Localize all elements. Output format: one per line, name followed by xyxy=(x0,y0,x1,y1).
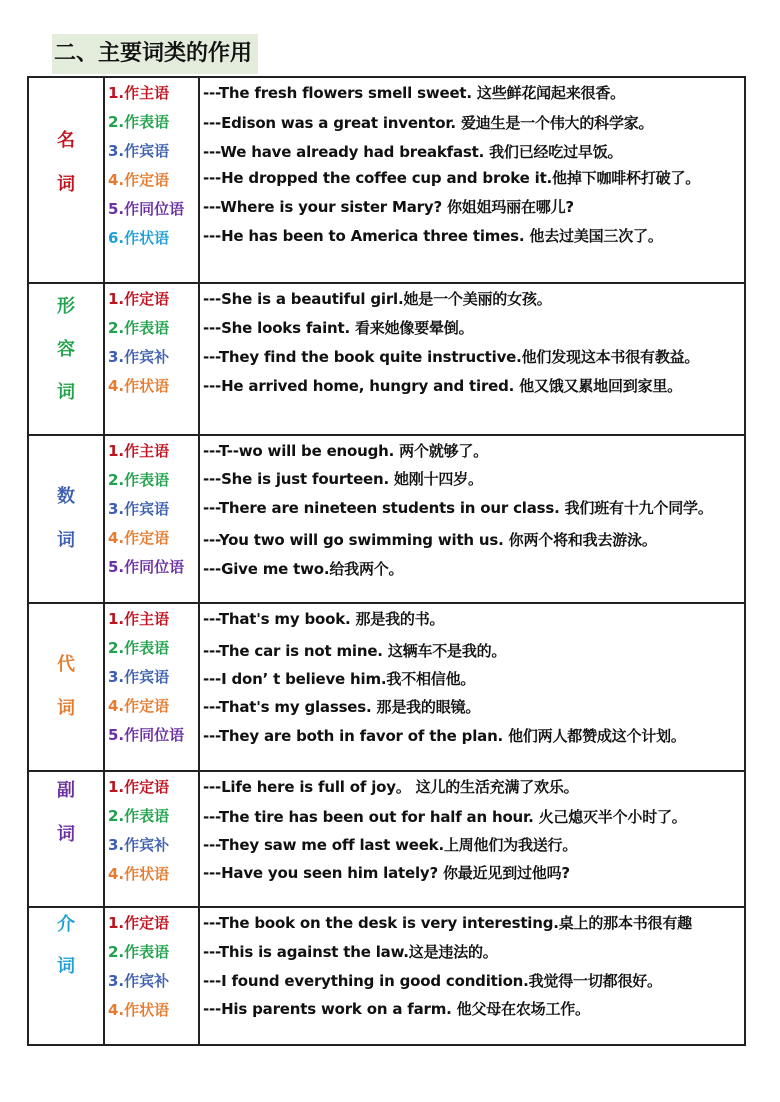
part-of-speech-label xyxy=(29,772,103,846)
part-of-speech-char: 副 xyxy=(57,780,75,801)
function-label: 4.作状语 xyxy=(108,1001,170,1019)
example-sentence: ---They find the book quite instructive.他们发现这本书很有教益。 xyxy=(203,348,700,366)
example-sentence: ---She looks faint. 看来她像要晕倒。 xyxy=(203,319,474,337)
function-label: 5.作同位语 xyxy=(108,200,185,218)
part-of-speech-label xyxy=(29,908,103,978)
examples-cell xyxy=(199,771,745,907)
function-label: 4.作定语 xyxy=(108,697,170,715)
example-sentence: ---His parents work on a farm. 他父母在农场工作。 xyxy=(203,1000,590,1018)
function-label: 3.作宾语 xyxy=(108,668,170,686)
function-label: 5.作同位语 xyxy=(108,726,185,744)
example-sentence: ---The fresh flowers smell sweet. 这些鲜花闻起来很香。 xyxy=(203,84,625,102)
function-label: 2.作表语 xyxy=(108,943,170,961)
examples-cell xyxy=(199,603,745,771)
example-sentence: ---He dropped the coffee cup and broke it.他掉下咖啡杯打破了。 xyxy=(203,169,701,187)
example-sentence: ---That's my glasses. 那是我的眼镜。 xyxy=(203,698,481,716)
example-sentence: ---Where is your sister Mary? 你姐姐玛丽在哪儿? xyxy=(203,198,574,216)
function-cell xyxy=(104,435,199,603)
function-cell xyxy=(104,907,199,1045)
function-label: 4.作定语 xyxy=(108,171,170,189)
part-of-speech-cell xyxy=(28,77,104,283)
function-label: 1.作主语 xyxy=(108,84,170,102)
example-sentence: ---She is just fourteen. 她刚十四岁。 xyxy=(203,470,483,488)
examples-cell xyxy=(199,77,745,283)
section-row xyxy=(28,435,745,603)
part-of-speech-char: 词 xyxy=(57,174,75,195)
example-sentence: ---The car is not mine. 这辆车不是我的。 xyxy=(203,642,507,660)
function-label: 1.作定语 xyxy=(108,290,170,308)
function-label: 4.作状语 xyxy=(108,377,170,395)
function-label: 2.作表语 xyxy=(108,319,170,337)
example-sentence: ---I don’ t believe him.我不相信他。 xyxy=(203,670,476,688)
part-of-speech-char: 介 xyxy=(57,914,75,935)
function-label: 2.作表语 xyxy=(108,113,170,131)
function-label: 3.作宾语 xyxy=(108,142,170,160)
part-of-speech-char: 代 xyxy=(57,654,75,675)
examples-cell xyxy=(199,907,745,1045)
part-of-speech-char: 词 xyxy=(57,530,75,551)
function-label: 5.作同位语 xyxy=(108,558,185,576)
function-label: 1.作主语 xyxy=(108,610,170,628)
function-label: 3.作宾语 xyxy=(108,500,170,518)
example-sentence: ---He arrived home, hungry and tired. 他又饿又累地回到家里。 xyxy=(203,377,682,395)
example-sentence: ---That's my book. 那是我的书。 xyxy=(203,610,445,628)
part-of-speech-cell xyxy=(28,283,104,435)
part-of-speech-char: 词 xyxy=(57,698,75,719)
function-label: 4.作定语 xyxy=(108,529,170,547)
example-sentence: ---He has been to America three times. 他去过美国三次了。 xyxy=(203,227,663,245)
function-label: 1.作定语 xyxy=(108,914,170,932)
function-label: 6.作状语 xyxy=(108,229,170,247)
part-of-speech-char: 词 xyxy=(57,956,75,977)
function-cell xyxy=(104,771,199,907)
example-sentence: ---Life here is full of joy。 这儿的生活充满了欢乐。 xyxy=(203,778,579,796)
function-cell xyxy=(104,77,199,283)
example-sentence: ---You two will go swimming with us. 你两个将和我去游泳。 xyxy=(203,531,657,549)
part-of-speech-cell xyxy=(28,435,104,603)
part-of-speech-char: 词 xyxy=(57,382,75,403)
part-of-speech-label xyxy=(29,604,103,720)
section-row xyxy=(28,77,745,283)
example-sentence: ---I found everything in good condition.我觉得一切都很好。 xyxy=(203,972,662,990)
example-sentence: ---They saw me off last week.上周他们为我送行。 xyxy=(203,836,578,854)
example-sentence: ---The book on the desk is very interesting.桌上的那本书很有趣 xyxy=(203,914,692,932)
function-label: 2.作表语 xyxy=(108,807,170,825)
examples-cell xyxy=(199,435,745,603)
part-of-speech-cell xyxy=(28,907,104,1045)
part-of-speech-cell xyxy=(28,603,104,771)
page-title: 二、主要词类的作用 xyxy=(52,34,258,74)
example-sentence: ---They are both in favor of the plan. 他们两人都赞成这个计划。 xyxy=(203,727,686,745)
example-sentence: ---T--wo will be enough. 两个就够了。 xyxy=(203,442,488,460)
parts-of-speech-table xyxy=(27,76,746,1046)
section-row xyxy=(28,283,745,435)
part-of-speech-char: 容 xyxy=(57,339,75,360)
example-sentence: ---The tire has been out for half an hour. 火己熄灭半个小时了。 xyxy=(203,808,687,826)
part-of-speech-label xyxy=(29,78,103,196)
function-label: 4.作状语 xyxy=(108,865,170,883)
function-cell xyxy=(104,603,199,771)
part-of-speech-cell xyxy=(28,771,104,907)
function-label: 1.作主语 xyxy=(108,442,170,460)
section-row xyxy=(28,771,745,907)
function-label: 3.作宾补 xyxy=(108,972,170,990)
section-row xyxy=(28,603,745,771)
part-of-speech-label xyxy=(29,284,103,404)
function-label: 1.作定语 xyxy=(108,778,170,796)
part-of-speech-label xyxy=(29,436,103,552)
section-row xyxy=(28,907,745,1045)
example-sentence: ---She is a beautiful girl.她是一个美丽的女孩。 xyxy=(203,290,552,308)
example-sentence: ---This is against the law.这是违法的。 xyxy=(203,943,498,961)
example-sentence: ---There are nineteen students in our class. 我们班有十九个同学。 xyxy=(203,499,713,517)
example-sentence: ---We have already had breakfast. 我们已经吃过早饭。 xyxy=(203,143,623,161)
part-of-speech-char: 形 xyxy=(57,296,75,317)
function-label: 3.作宾补 xyxy=(108,348,170,366)
function-cell xyxy=(104,283,199,435)
function-label: 2.作表语 xyxy=(108,471,170,489)
function-label: 3.作宾补 xyxy=(108,836,170,854)
part-of-speech-char: 名 xyxy=(57,130,75,151)
part-of-speech-char: 词 xyxy=(57,824,75,845)
example-sentence: ---Give me two.给我两个。 xyxy=(203,560,404,578)
example-sentence: ---Edison was a great inventor. 爱迪生是一个伟大的科学家。 xyxy=(203,114,654,132)
examples-cell xyxy=(199,283,745,435)
function-label: 2.作表语 xyxy=(108,639,170,657)
example-sentence: ---Have you seen him lately? 你最近见到过他吗? xyxy=(203,864,570,882)
part-of-speech-char: 数 xyxy=(57,486,75,507)
